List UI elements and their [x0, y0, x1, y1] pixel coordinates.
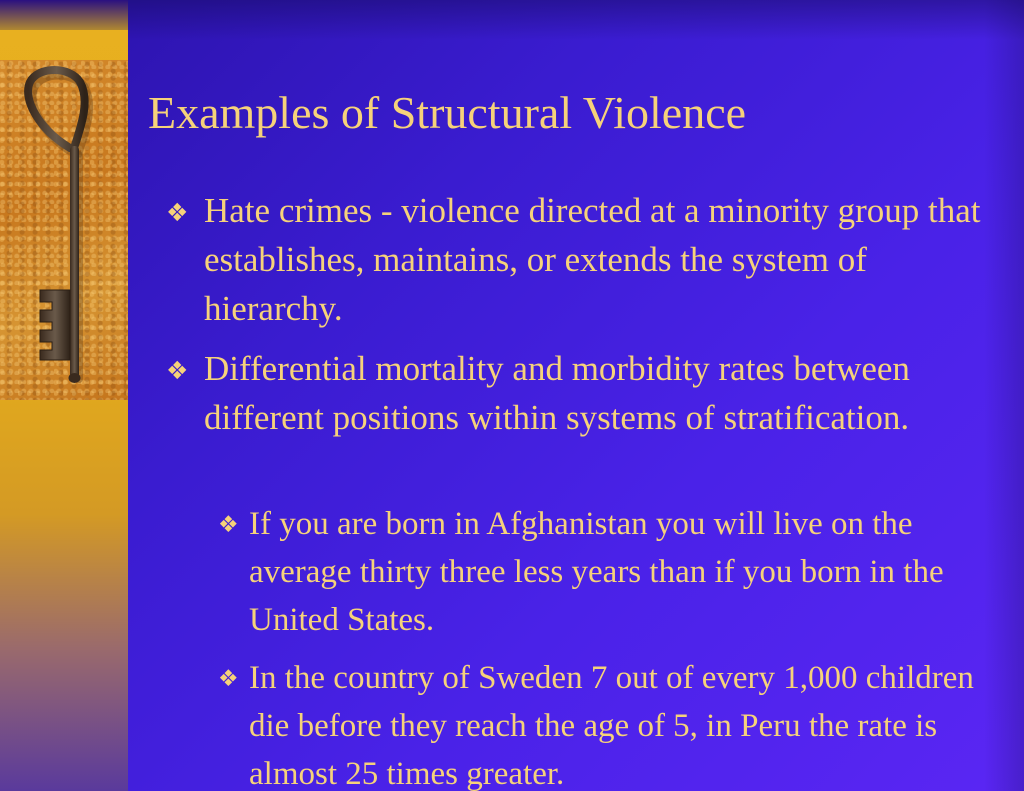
- diamond-bullet-icon: ❖: [218, 666, 239, 692]
- key-image: [0, 60, 128, 400]
- slide-title: Examples of Structural Violence: [148, 87, 747, 138]
- top-shade: [128, 0, 1024, 40]
- bullet-text: Differential mortality and morbidity rates between different positions within systems of stratification.: [204, 349, 910, 437]
- bullet-differential-mortality: [166, 344, 1006, 442]
- bullet-text: In the country of Sweden 7 out of every 1,000 children die before they reach the age of 5, in Peru the rate is almost 25 times greater.: [249, 660, 974, 791]
- diamond-bullet-icon: ❖: [166, 198, 189, 227]
- diamond-bullet-icon: ❖: [166, 356, 189, 385]
- diamond-bullet-icon: ❖: [218, 512, 239, 538]
- sub-bullet-afghanistan: [218, 500, 1008, 644]
- bullet-text: If you are born in Afghanistan you will live on the average thirty three less years than if you born in the United States.: [249, 506, 944, 638]
- bullet-text: Hate crimes - violence directed at a minority group that establishes, maintains, or extends the system of hierarchy.: [204, 191, 981, 328]
- bullet-hate-crimes: [166, 186, 1006, 333]
- key-icon: [0, 60, 128, 400]
- left-top-band: [0, 0, 128, 30]
- sub-bullet-sweden-peru: [218, 654, 1008, 791]
